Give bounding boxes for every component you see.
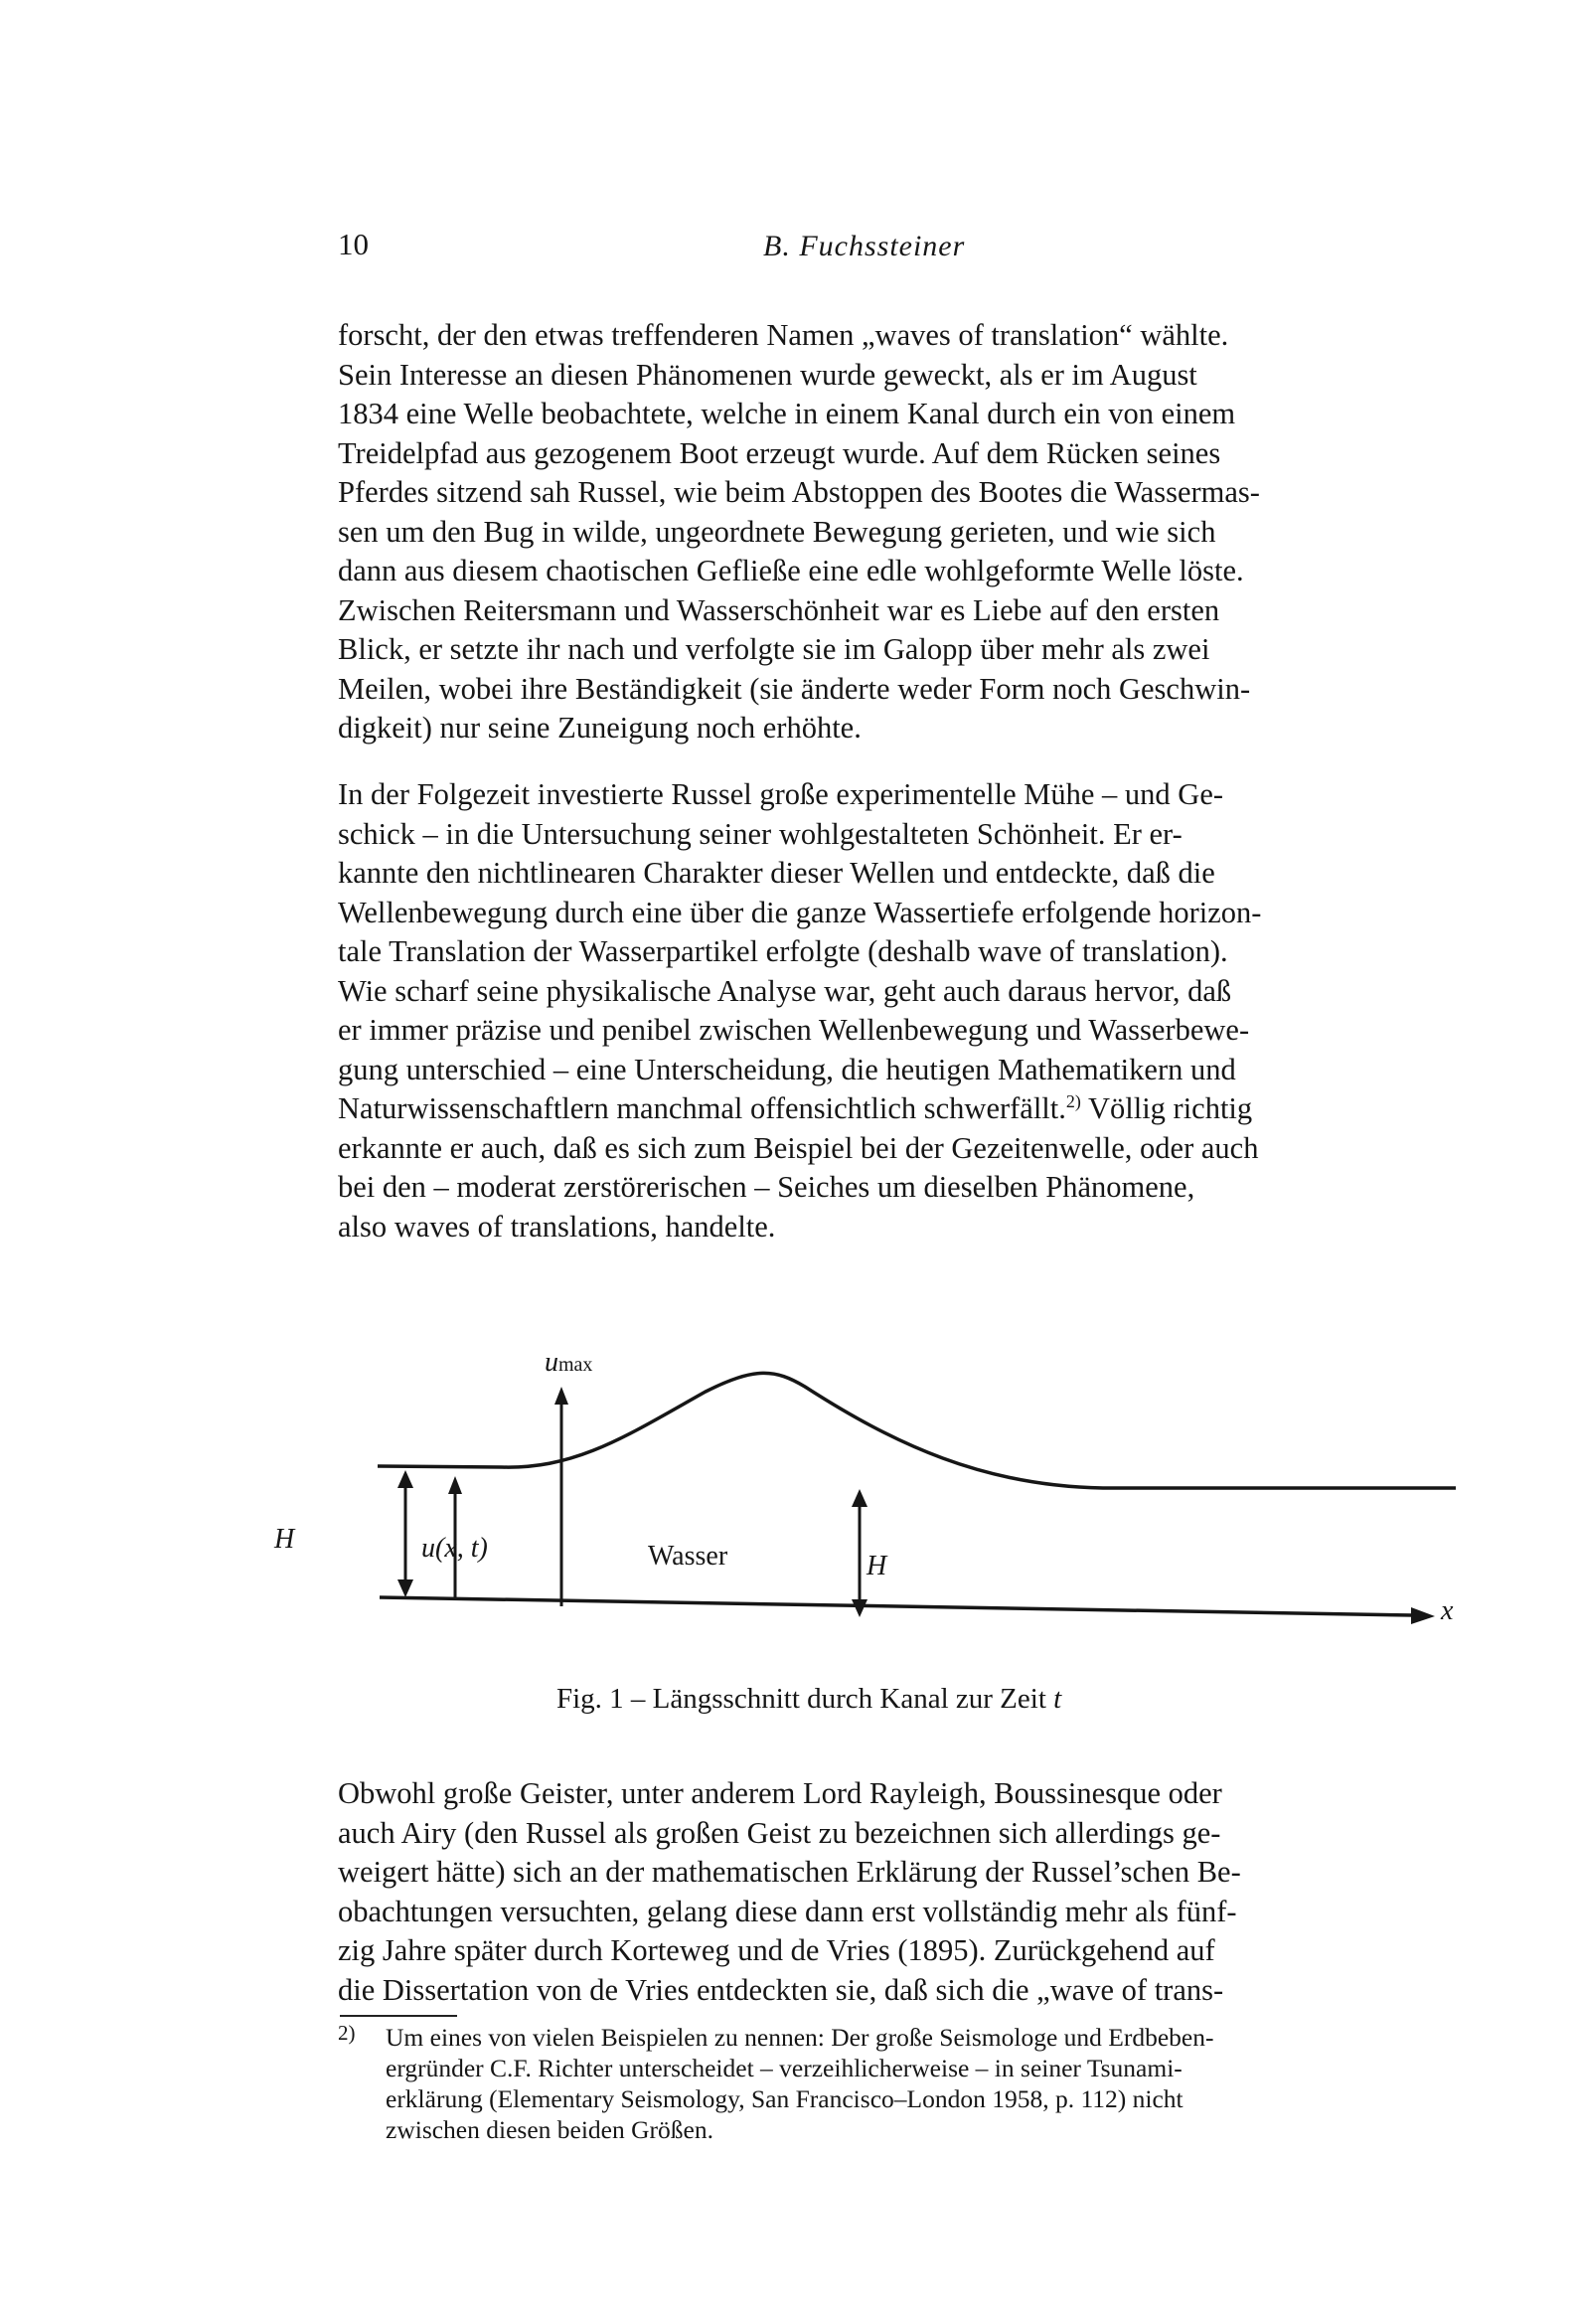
body-paragraph-1 xyxy=(338,316,1481,748)
text-line: weigert hätte) sich an der mathematischen Erklärung der Russel’schen Be- xyxy=(338,1855,1241,1889)
text-line: Wellenbewegung durch eine über die ganze Wassertiefe erfolgende horizon- xyxy=(338,895,1262,929)
u-xt-arrowhead xyxy=(448,1476,462,1494)
water-label: Wasser xyxy=(648,1541,728,1572)
text-line: Sein Interesse an diesen Phänomenen wurde geweckt, als er im August xyxy=(338,357,1197,392)
text-line: die Dissertation von de Vries entdeckten sie, daß sich die „wave of trans- xyxy=(338,1972,1224,2007)
footnote-line: ergründer C.F. Richter unterscheidet – verzeihlicherweise – in seiner Tsunami- xyxy=(386,2054,1183,2082)
text-line: dann aus diesem chaotischen Gefließe eine edle wohlgeformte Welle löste. xyxy=(338,554,1244,587)
footnote-body xyxy=(386,2022,1481,2145)
text-line: gung unterschied – eine Unterscheidung, die heutigen Mathematikern und xyxy=(338,1052,1236,1086)
text-line: schick – in die Untersuchung seiner wohlgestalteten Schönheit. Er er- xyxy=(338,816,1183,851)
footnote-marker: 2) xyxy=(338,2021,356,2045)
figure-1-canal-cross-section xyxy=(274,1347,1481,1685)
text-segment: Völlig richtig xyxy=(1080,1091,1253,1125)
text-line: Meilen, wobei ihre Beständigkeit (sie änderte weder Form noch Geschwin- xyxy=(338,671,1251,706)
canal-bottom xyxy=(380,1597,1413,1615)
u-max-label xyxy=(545,1347,592,1379)
text-line: Wie scharf seine physikalische Analyse war, geht auch daraus hervor, daß xyxy=(338,973,1232,1008)
text-line: In der Folgezeit investierte Russel große experimentelle Mühe – und Ge- xyxy=(338,777,1224,811)
u-max-subscript: max xyxy=(558,1354,593,1376)
text-line: Treidelpfad aus gezogenem Boot erzeugt wurde. Auf dem Rücken seines xyxy=(338,435,1221,470)
h-left-label: H xyxy=(274,1524,295,1555)
running-head-author: B. Fuchssteiner xyxy=(763,230,966,262)
text-line: tale Translation der Wasserpartikel erfolgte (deshalb wave of translation). xyxy=(338,934,1228,968)
page-number: 10 xyxy=(338,227,369,261)
body-paragraph-2 xyxy=(338,775,1481,1246)
caption-text: Fig. 1 – Längsschnitt durch Kanal zur Zeit xyxy=(556,1683,1054,1715)
wave-diagram xyxy=(338,1347,1481,1685)
text-line: Zwischen Reitersmann und Wasserschönheit war es Liebe auf den ersten xyxy=(338,592,1220,627)
u-max-base: u xyxy=(545,1347,558,1378)
text-line: erkannte er auch, daß es sich zum Beispiel bei der Gezeitenwelle, oder auch xyxy=(338,1130,1259,1165)
text-line: sen um den Bug in wilde, ungeordnete Bewegung gerieten, und wie sich xyxy=(338,514,1216,549)
text-segment: Naturwissenschaftlern manchmal offensichtlich schwerfällt. xyxy=(338,1091,1066,1125)
u-max-arrowhead xyxy=(554,1387,568,1405)
footnote-reference[interactable]: 2) xyxy=(1065,1090,1081,1111)
h-right-label: H xyxy=(867,1551,887,1581)
footnote-line: Um eines von vielen Beispielen zu nennen: Der große Seismologe und Erdbeben- xyxy=(386,2023,1214,2052)
text-line: Pferdes sitzend sah Russel, wie beim Abstoppen des Bootes die Wassermas- xyxy=(338,475,1260,509)
footnote-line: erklärung (Elementary Seismology, San Francisco–London 1958, p. 112) nicht xyxy=(386,2084,1183,2113)
text-line: kannte den nichtlinearen Charakter dieser Wellen und entdeckte, daß die xyxy=(338,856,1215,890)
h-left-arrow-top xyxy=(397,1470,413,1488)
body-paragraph-3 xyxy=(338,1774,1481,2010)
water-surface-wave xyxy=(378,1373,1456,1488)
text-line: forscht, der den etwas treffenderen Namen „waves of translation“ wählte. xyxy=(338,318,1229,352)
text-line-with-footnote xyxy=(338,1089,1481,1129)
h-right-arrow-top xyxy=(852,1489,867,1507)
text-line: zig Jahre später durch Korteweg und de Vries (1895). Zurückgehend auf xyxy=(338,1933,1215,1967)
footnote-2 xyxy=(338,2022,1481,2145)
text-line: Blick, er setzte ihr nach und verfolgte sie im Galopp über mehr als zwei xyxy=(338,632,1210,666)
text-line: obachtungen versuchten, gelang diese dann erst vollständig mehr als fünf- xyxy=(338,1894,1237,1928)
h-left-arrow-bottom xyxy=(397,1579,413,1597)
x-axis-arrowhead xyxy=(1411,1607,1435,1624)
u-xt-label: u(x, t) xyxy=(421,1533,488,1564)
text-line: bei den – moderat zerstörerischen – Seiches um dieselben Phänomene, xyxy=(338,1170,1195,1204)
figure-caption xyxy=(556,1683,1421,1716)
caption-variable: t xyxy=(1053,1683,1062,1715)
text-line: er immer präzise und penibel zwischen Wellenbewegung und Wasserbewe- xyxy=(338,1013,1250,1047)
x-axis-label: x xyxy=(1441,1595,1454,1626)
text-line: digkeit) nur seine Zuneigung noch erhöhte. xyxy=(338,711,862,745)
text-line: auch Airy (den Russel als großen Geist zu bezeichnen sich allerdings ge- xyxy=(338,1815,1221,1850)
text-line: 1834 eine Welle beobachtete, welche in einem Kanal durch ein von einem xyxy=(338,397,1236,430)
text-line: also waves of translations, handelte. xyxy=(338,1209,776,1244)
page-header xyxy=(338,227,1481,270)
h-right-arrow-bottom xyxy=(852,1599,867,1617)
footnote-line: zwischen diesen beiden Größen. xyxy=(386,2115,713,2144)
text-line: Obwohl große Geister, unter anderem Lord Rayleigh, Boussinesque oder xyxy=(338,1776,1222,1810)
footnote-divider xyxy=(340,2015,457,2017)
